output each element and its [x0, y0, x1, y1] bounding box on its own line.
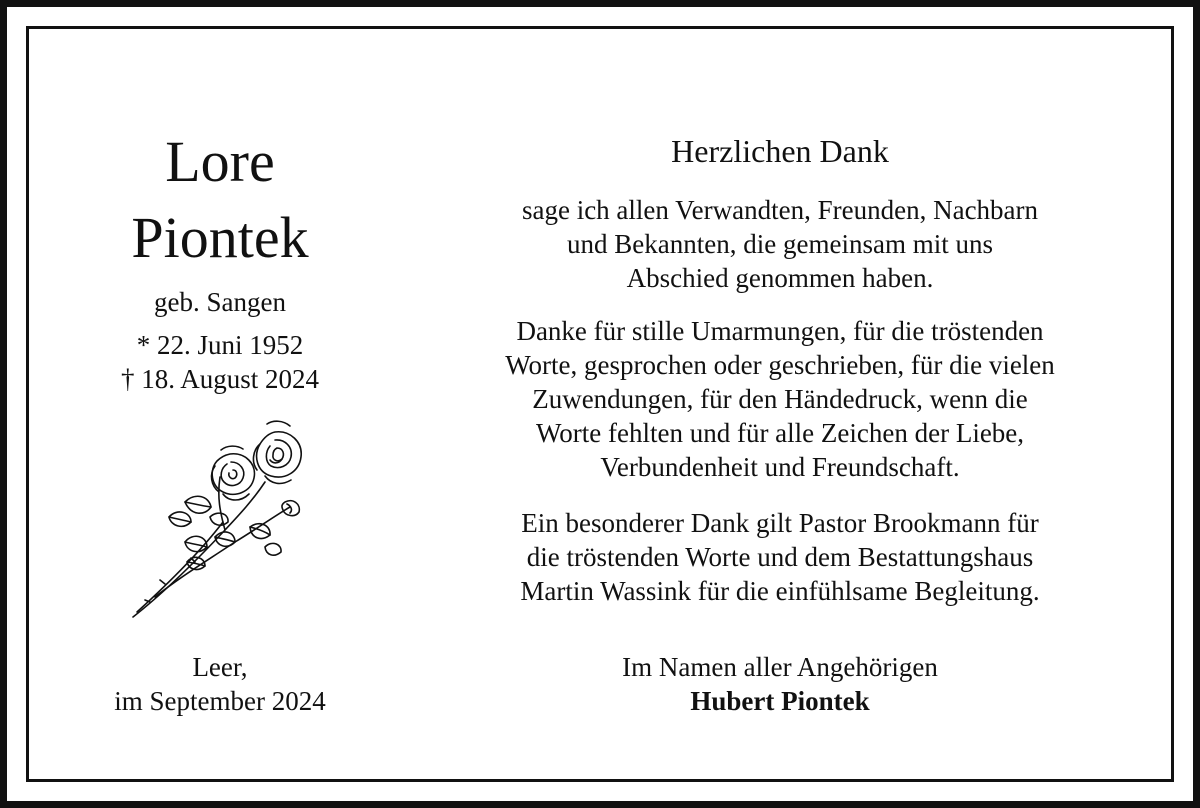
birth-date: * 22. Juni 1952: [136, 330, 304, 360]
closing-block: [430, 650, 1130, 718]
text-line: Martin Wassink für die einfühlsame Begleitung.: [520, 576, 1040, 606]
text-line: Danke für stille Umarmungen, für die tröstenden: [516, 316, 1044, 346]
text-line: sage ich allen Verwandten, Freunden, Nachbarn: [521, 195, 1039, 225]
death-date: † 18. August 2024: [120, 364, 320, 394]
text-line: Worte fehlten und für alle Zeichen der Liebe,: [535, 418, 1025, 448]
deceased-last-name: Piontek: [131, 205, 309, 270]
place-and-date: [60, 650, 380, 718]
thanks-heading: Herzlichen Dank: [671, 133, 889, 169]
life-dates: [60, 328, 380, 396]
text-line: Abschied genommen haben.: [626, 263, 934, 293]
birth-name: geb. Sangen: [154, 287, 286, 317]
text-line: die tröstenden Worte und dem Bestattungshaus: [526, 542, 1034, 572]
thanks-paragraph-3: [430, 506, 1130, 608]
signer-name: Hubert Piontek: [690, 686, 870, 716]
thanks-paragraph-2: [430, 314, 1130, 484]
thanks-paragraph-1: [430, 193, 1130, 295]
rose-illustration-icon: [125, 412, 305, 627]
text-line: und Bekannten, die gemeinsam mit uns: [567, 229, 993, 259]
date: im September 2024: [114, 686, 326, 716]
text-line: Zuwendungen, für den Händedruck, wenn die: [532, 384, 1028, 414]
text-line: Worte, gesprochen oder geschrieben, für die vielen: [505, 350, 1055, 380]
closing-line: Im Namen aller Angehörigen: [622, 652, 938, 682]
text-line: Ein besonderer Dank gilt Pastor Brookmann für: [521, 508, 1039, 538]
text-line: Verbundenheit und Freundschaft.: [600, 452, 960, 482]
place: Leer,: [192, 652, 248, 682]
deceased-first-name: Lore: [165, 129, 275, 194]
